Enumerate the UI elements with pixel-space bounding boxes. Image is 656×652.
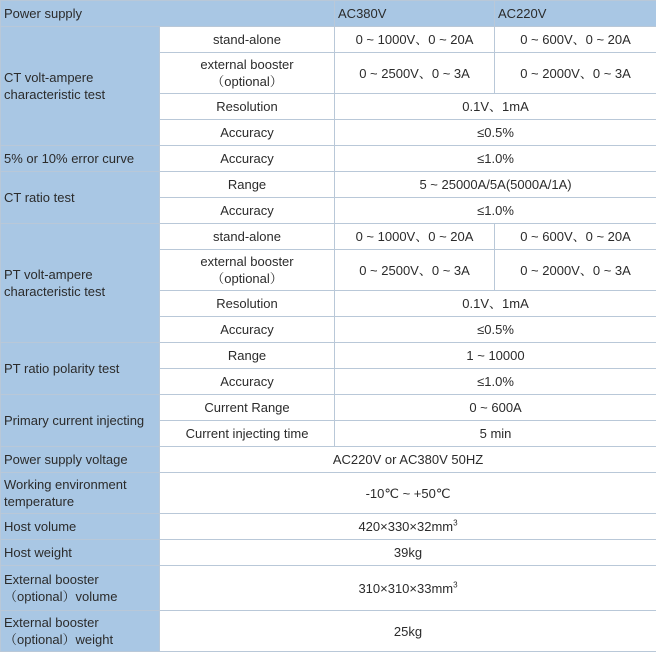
- ct-booster-label-line2: （optional）: [211, 74, 283, 89]
- error-curve-accuracy-label: Accuracy: [160, 146, 335, 172]
- booster-volume-unit-sup: 3: [453, 580, 458, 590]
- primary-current-time-label: Current injecting time: [160, 421, 335, 447]
- power-voltage-value: AC220V or AC380V 50HZ: [160, 447, 656, 473]
- table-row: [1, 611, 656, 652]
- ct-ratio-accuracy-label: Accuracy: [160, 198, 335, 224]
- ct-booster-ac220: 0 ~ 2000V、0 ~ 3A: [495, 53, 656, 94]
- primary-current-label: Primary current injecting: [1, 395, 160, 447]
- pt-ratio-range-value: 1 ~ 10000: [335, 343, 656, 369]
- ct-resolution-value: 0.1V、1mA: [335, 94, 656, 120]
- pt-resolution-value: 0.1V、1mA: [335, 291, 656, 317]
- error-curve-label: 5% or 10% error curve: [1, 146, 160, 172]
- ct-accuracy-label: Accuracy: [160, 120, 335, 146]
- header-power-supply: Power supply: [1, 1, 335, 27]
- working-env-label: Working environment temperature: [1, 473, 160, 514]
- pt-ratio-accuracy-value: ≤1.0%: [335, 369, 656, 395]
- ct-standalone-ac380: 0 ~ 1000V、0 ~ 20A: [335, 27, 495, 53]
- working-env-value: -10℃ ~ +50℃: [160, 473, 656, 514]
- host-volume-unit-sup: 3: [453, 518, 458, 528]
- table-row: [1, 27, 656, 53]
- booster-volume-label-line1: External booster: [4, 572, 99, 587]
- ct-booster-label: [160, 53, 335, 94]
- ct-resolution-label: Resolution: [160, 94, 335, 120]
- ct-ratio-range-value: 5 ~ 25000A/5A(5000A/1A): [335, 172, 656, 198]
- header-row: [1, 1, 656, 27]
- table-row: [1, 514, 656, 540]
- primary-current-range-label: Current Range: [160, 395, 335, 421]
- pt-standalone-label: stand-alone: [160, 224, 335, 250]
- booster-volume-label-line2: （optional）volume: [4, 589, 118, 604]
- ct-ratio-accuracy-value: ≤1.0%: [335, 198, 656, 224]
- pt-booster-label-line1: external booster: [200, 254, 294, 269]
- pt-ratio-accuracy-label: Accuracy: [160, 369, 335, 395]
- table-row: [1, 447, 656, 473]
- pt-ratio-range-label: Range: [160, 343, 335, 369]
- table-row: [1, 540, 656, 566]
- host-weight-label: Host weight: [1, 540, 160, 566]
- table-row: [1, 343, 656, 369]
- error-curve-accuracy-value: ≤1.0%: [335, 146, 656, 172]
- power-voltage-label: Power supply voltage: [1, 447, 160, 473]
- header-ac380: AC380V: [335, 1, 495, 27]
- table-row: [1, 224, 656, 250]
- pt-resolution-label: Resolution: [160, 291, 335, 317]
- ct-booster-label-line1: external booster: [200, 57, 294, 72]
- pt-ratio-label: PT ratio polarity test: [1, 343, 160, 395]
- pt-volt-label: PT volt-ampere characteristic test: [1, 224, 160, 343]
- booster-weight-label-line2: （optional）weight: [4, 632, 114, 647]
- host-volume-value: 420×330×32mm: [358, 519, 454, 534]
- pt-standalone-ac380: 0 ~ 1000V、0 ~ 20A: [335, 224, 495, 250]
- ct-booster-ac380: 0 ~ 2500V、0 ~ 3A: [335, 53, 495, 94]
- pt-accuracy-value: ≤0.5%: [335, 317, 656, 343]
- pt-accuracy-label: Accuracy: [160, 317, 335, 343]
- pt-booster-ac380: 0 ~ 2500V、0 ~ 3A: [335, 250, 495, 291]
- pt-booster-ac220: 0 ~ 2000V、0 ~ 3A: [495, 250, 656, 291]
- ct-volt-label: CT volt-ampere characteristic test: [1, 27, 160, 146]
- host-weight-value: 39kg: [160, 540, 656, 566]
- table-row: [1, 395, 656, 421]
- pt-booster-label: [160, 250, 335, 291]
- booster-weight-value: 25kg: [160, 611, 656, 652]
- header-ac220: AC220V: [495, 1, 656, 27]
- table-row: [1, 172, 656, 198]
- ct-ratio-label: CT ratio test: [1, 172, 160, 224]
- host-volume-label: Host volume: [1, 514, 160, 540]
- booster-volume-cell: [160, 566, 656, 611]
- table-row: [1, 473, 656, 514]
- table-row: [1, 566, 656, 611]
- booster-weight-label-line1: External booster: [4, 615, 99, 630]
- ct-ratio-range-label: Range: [160, 172, 335, 198]
- pt-standalone-ac220: 0 ~ 600V、0 ~ 20A: [495, 224, 656, 250]
- host-volume-cell: [160, 514, 656, 540]
- booster-weight-label: [1, 611, 160, 652]
- table-row: [1, 146, 656, 172]
- booster-volume-value: 310×310×33mm: [358, 580, 454, 596]
- primary-current-range-value: 0 ~ 600A: [335, 395, 656, 421]
- pt-booster-label-line2: （optional）: [211, 271, 283, 286]
- booster-volume-label: [1, 566, 160, 611]
- primary-current-time-value: 5 min: [335, 421, 656, 447]
- ct-standalone-ac220: 0 ~ 600V、0 ~ 20A: [495, 27, 656, 53]
- ct-accuracy-value: ≤0.5%: [335, 120, 656, 146]
- ct-standalone-label: stand-alone: [160, 27, 335, 53]
